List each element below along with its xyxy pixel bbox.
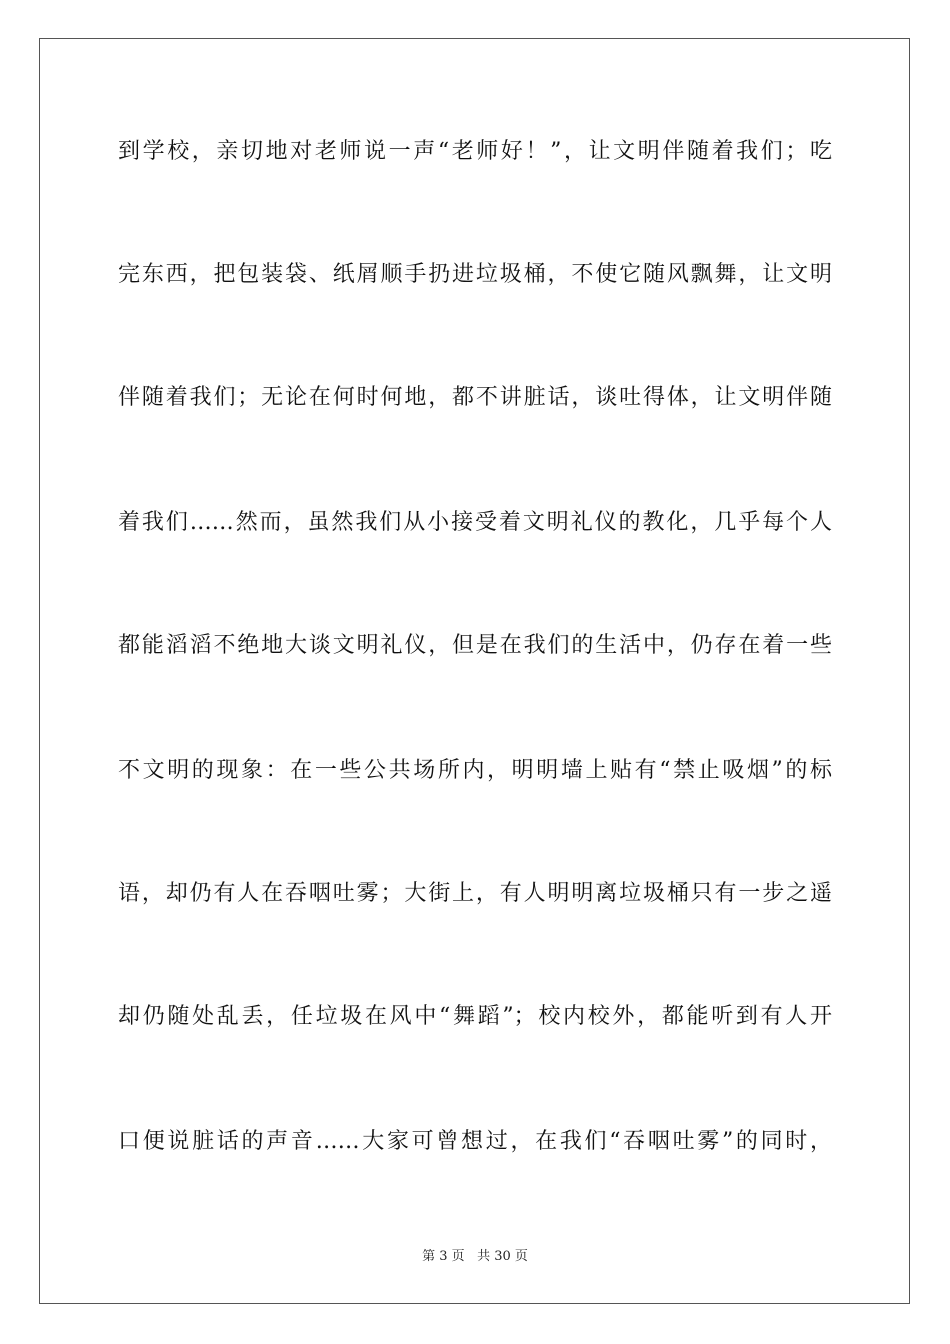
- body-text-line: 却仍随处乱丢，任垃圾在风中“舞蹈”；校内校外，都能听到有人开: [118, 1004, 832, 1029]
- body-text-line: 都能滔滔不绝地大谈文明礼仪，但是在我们的生活中，仍存在着一些: [118, 633, 832, 658]
- body-text-line: 口便说脏话的声音……大家可曾想过，在我们“吞咽吐雾”的同时，: [118, 1129, 832, 1154]
- body-text-line: 语，却仍有人在吞咽吐雾；大街上，有人明明离垃圾桶只有一步之遥: [118, 881, 832, 906]
- body-text-line: 伴随着我们；无论在何时何地，都不讲脏话，谈吐得体，让文明伴随: [118, 385, 832, 410]
- page-border: [39, 38, 910, 1304]
- body-text-line: 完东西，把包装袋、纸屑顺手扔进垃圾桶，不使它随风飘舞，让文明: [118, 262, 832, 287]
- body-text-line: 到学校，亲切地对老师说一声“老师好！”，让文明伴随着我们；吃: [118, 139, 832, 164]
- page-total: 共 30 页: [477, 1249, 528, 1264]
- body-text-line: 不文明的现象：在一些公共场所内，明明墙上贴有“禁止吸烟”的标: [118, 758, 832, 783]
- page-number: 第 3 页: [422, 1249, 465, 1264]
- body-text-line: 着我们……然而，虽然我们从小接受着文明礼仪的教化，几乎每个人: [118, 510, 832, 535]
- page-footer: [0, 1248, 950, 1266]
